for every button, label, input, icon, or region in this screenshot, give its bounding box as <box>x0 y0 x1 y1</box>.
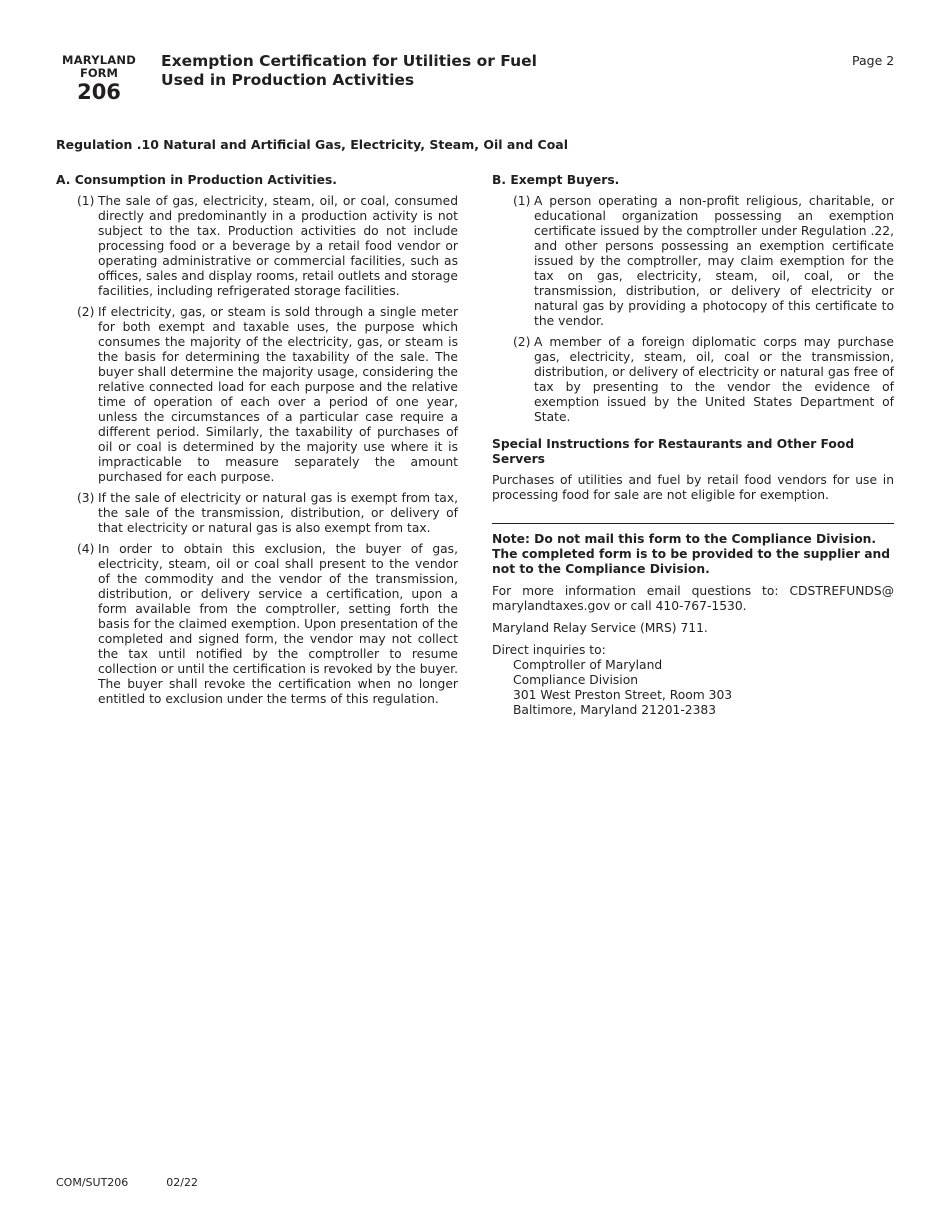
page-title <box>161 52 537 90</box>
regulation-heading: Regulation .10 Natural and Artificial Gas, Electricity, Steam, Oil and Coal <box>56 137 569 152</box>
title-line-1: Exemption Certification for Utilities or Fuel <box>161 52 537 70</box>
section-b-item <box>513 335 894 425</box>
left-column <box>56 173 458 713</box>
section-a-item <box>77 491 458 536</box>
divider <box>492 523 894 524</box>
contact-info: For more information email questions to: CDSTREFUNDS@ marylandtaxes.gov or call 410-767-1530. <box>492 584 894 613</box>
section-b-item <box>513 194 894 329</box>
item-text: A person operating a non-profit religious, charitable, or educational organization possessing an exemption certificate issued by the comptroller under Regulation .22, and other persons possessing an exemption certificate issued by the comptroller, may claim exemption for the tax on gas, electricity, steam, oil, coal, or the transmission, distribution, or delivery of electricity or natural gas by providing a photocopy of this certificate to the vendor. <box>534 194 894 328</box>
item-text: The sale of gas, electricity, steam, oil, or coal, consumed directly and predominantly in a production activity is not subject to the tax. Production activities do not include processing food or a beverage by a retail food vendor or operating administrative or commercial facilities, such as offices, sales and display rooms, retail outlets and storage facilities, including refrigerated storage facilities. <box>98 194 458 298</box>
section-a-item <box>77 305 458 485</box>
form-identifier <box>56 55 142 103</box>
form-code: COM/SUT206 <box>56 1176 129 1189</box>
item-number: (3) <box>77 491 95 505</box>
item-text: If the sale of electricity or natural gas is exempt from tax, the sale of the transmission, distribution, or delivery of that electricity or natural gas is also exempt from tax. <box>98 491 458 535</box>
item-text: A member of a foreign diplomatic corps may purchase gas, electricity, steam, oil, coal or the transmission, distribution, or delivery of electricity or natural gas free of tax by presenting to the vendor the evidence of exemption issued by the United States Department of State. <box>534 335 894 424</box>
item-number: (2) <box>77 305 95 319</box>
item-text: If electricity, gas, or steam is sold through a single meter for both exempt and taxable uses, the purpose which consumes the majority of the electricity, gas, or steam is the basis for determining the taxability of the sale. The buyer shall determine the majority usage, considering the relative connected load for each purpose and the relative time of operation of each over a period of one year, unless the circumstances of a particular case require a different period. Similarly, the taxability of purchases of oil or coal is determined by the majority use where it is impracticable to measure separately the amount purchased for each purpose. <box>98 305 458 484</box>
revision-date: 02/22 <box>166 1176 198 1189</box>
form-word: FORM <box>80 65 118 80</box>
item-number: (1) <box>513 194 531 208</box>
title-line-2: Used in Production Activities <box>161 71 415 89</box>
page-number: Page 2 <box>852 53 895 68</box>
inquiries-label: Direct inquiries to: <box>492 643 606 657</box>
section-a-heading: A. Consumption in Production Activities. <box>56 173 337 187</box>
section-b-heading: B. Exempt Buyers. <box>492 173 620 187</box>
item-number: (1) <box>77 194 95 208</box>
item-number: (2) <box>513 335 531 349</box>
section-a-item <box>77 194 458 299</box>
item-text: In order to obtain this exclusion, the buyer of gas, electricity, steam, oil or coal shall present to the vendor of the commodity and the vendor of the transmission, distribution, or delivery service a certification, upon a form available from the comptroller, setting forth the basis for the claimed exemption. Upon presentation of the completed and signed form, the vendor may not collect the tax until notified by the comptroller to resume collection or until the certification is revoked by the buyer. The buyer shall revoke the certification when no longer entitled to exclusion under the terms of this regulation. <box>98 542 458 706</box>
state-label: MARYLAND <box>62 53 136 67</box>
relay-service: Maryland Relay Service (MRS) 711. <box>492 621 708 635</box>
address-line: Baltimore, Maryland 21201-2383 <box>513 703 717 717</box>
mailing-note: Note: Do not mail this form to the Compliance Division. The completed form is to be provided to the supplier and not to the Compliance Division. <box>492 532 891 576</box>
item-number: (4) <box>77 542 95 556</box>
right-column <box>492 173 894 718</box>
address-line: 301 West Preston Street, Room 303 <box>513 688 733 702</box>
address-line: Compliance Division <box>513 673 639 687</box>
mailing-address <box>492 658 894 718</box>
special-instructions-text: Purchases of utilities and fuel by retail food vendors for use in processing food for sale are not eligible for exemption. <box>492 473 894 502</box>
address-line: Comptroller of Maryland <box>513 658 663 672</box>
section-a-item <box>77 542 458 707</box>
special-instructions-heading: Special Instructions for Restaurants and Other Food Servers <box>492 437 855 466</box>
footer <box>56 1176 198 1189</box>
form-number: 206 <box>77 80 121 104</box>
